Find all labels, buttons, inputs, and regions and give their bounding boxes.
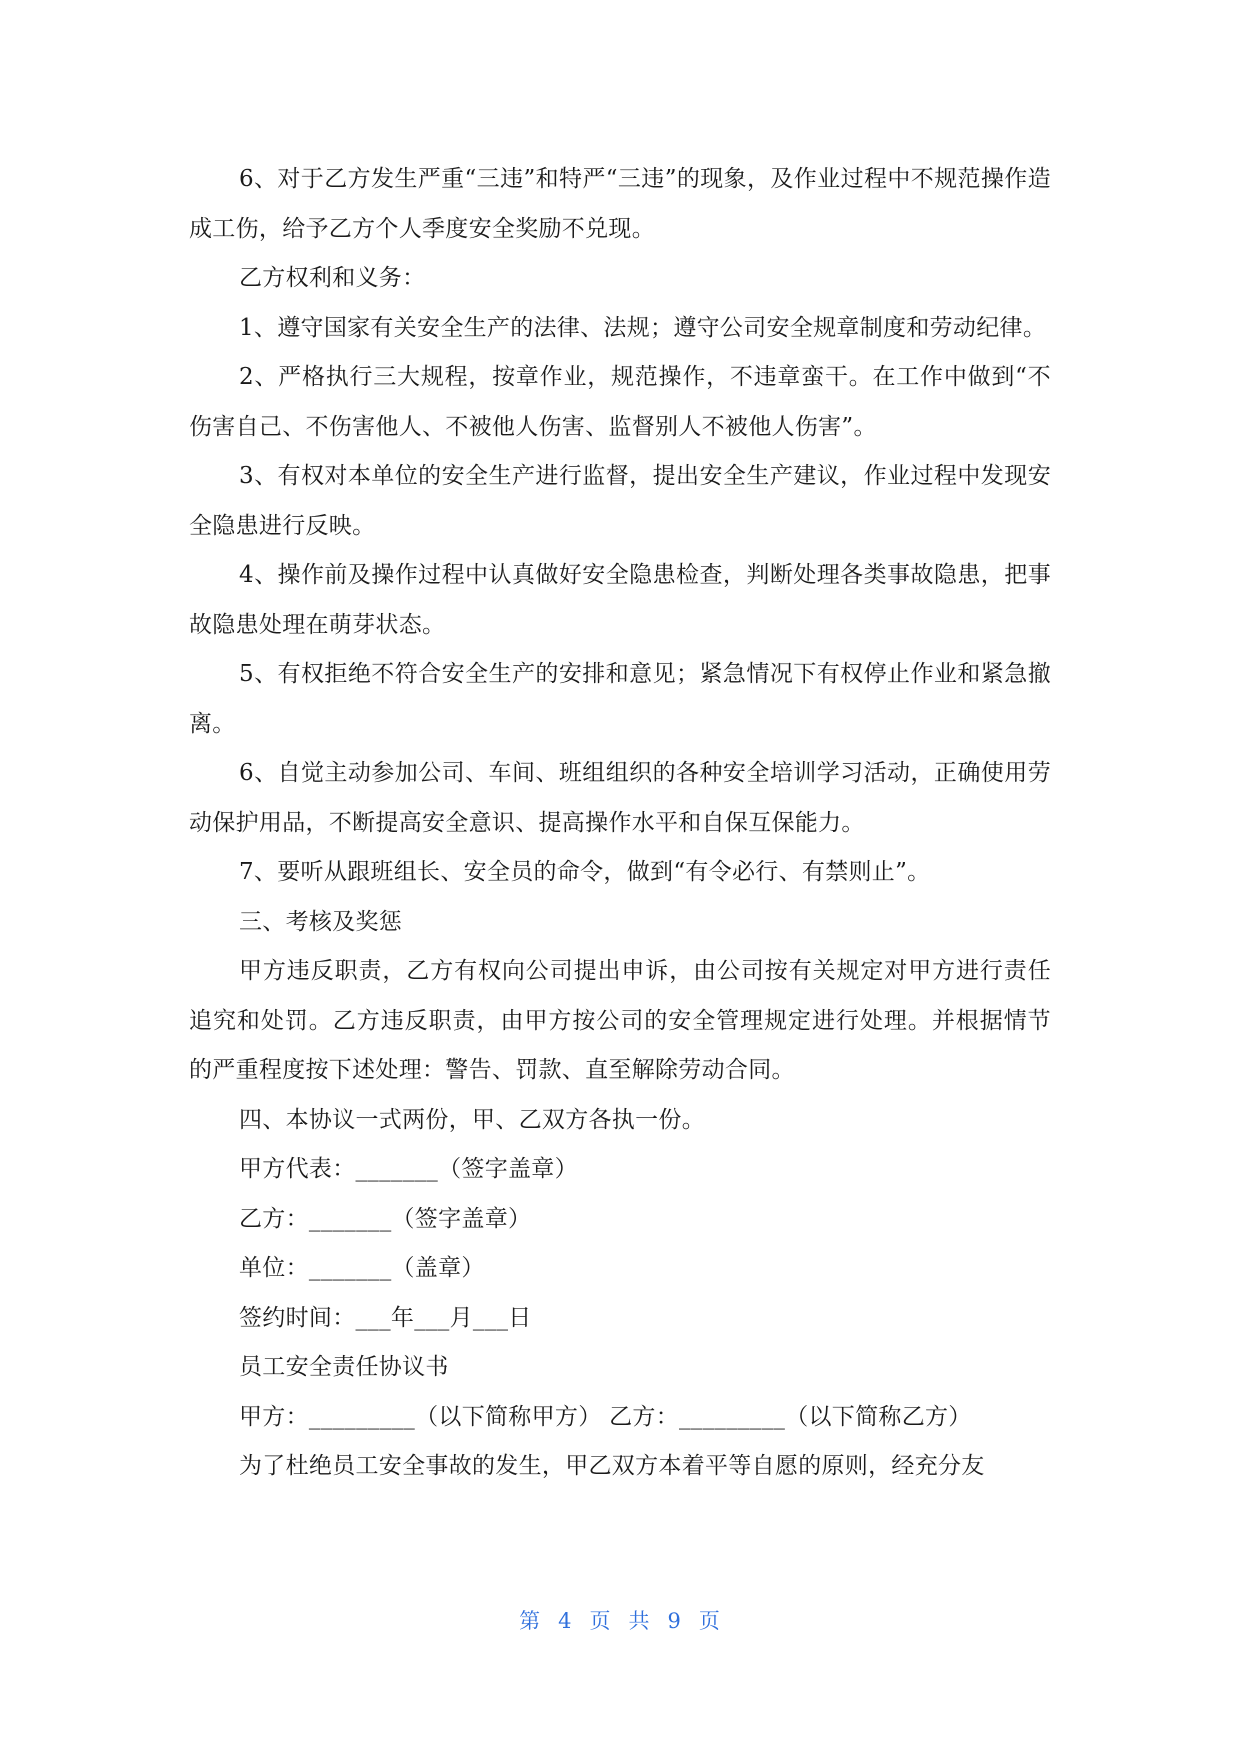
paragraph: 1、遵守国家有关安全生产的法律、法规；遵守公司安全规章制度和劳动纪律。 [239,314,1047,341]
footer-word: 第 [519,1609,543,1633]
section-heading: 三、考核及奖惩 [239,908,403,935]
signature-line-unit: 单位：_______（盖章） [239,1255,485,1281]
agreement-title: 员工安全责任协议书 [239,1354,449,1380]
section-heading: 乙方权利和义务： [239,265,426,291]
paragraph: 2、严格执行三大规程，按章作业，规范操作，不违章蛮干。在工作中做到“不伤害自己、不伤害他人、不被他人伤害、监督别人不被他人伤害”。 [189,364,1051,440]
footer-word: 共 [628,1609,652,1633]
page-footer [0,1605,1241,1635]
paragraph: 6、对于乙方发生严重“三违”和特严“三违”的现象，及作业过程中不规范操作造成工伤，给予乙方个人季度安全奖励不兑现。 [189,166,1051,242]
paragraph: 6、自觉主动参加公司、车间、班组组织的各种安全培训学习活动，正确使用劳动保护用品，不断提高安全意识、提高操作水平和自保互保能力。 [189,760,1051,836]
footer-word: 页 [589,1609,613,1633]
parties-line: 甲方：_________（以下简称甲方） 乙方：_________（以下简称乙方） [239,1403,972,1430]
signature-line-party-a: 甲方代表：_______（签字盖章） [239,1156,578,1182]
paragraph: 5、有权拒绝不符合安全生产的安排和意见；紧急情况下有权停止作业和紧急撤离。 [189,661,1051,737]
paragraph: 3、有权对本单位的安全生产进行监督，提出安全生产建议，作业过程中发现安全隐患进行反映。 [189,463,1051,539]
paragraph: 4、操作前及操作过程中认真做好安全隐患检查，判断处理各类事故隐患，把事故隐患处理在萌芽状态。 [189,562,1051,638]
document-body [189,155,1051,1492]
signature-line-party-b: 乙方：_______（签字盖章） [239,1205,532,1232]
signing-date-line: 签约时间：___年___月___日 [239,1304,532,1331]
paragraph: 为了杜绝员工安全事故的发生，甲乙双方本着平等自愿的原则，经充分友 [239,1453,985,1479]
footer-word: 页 [698,1609,722,1633]
paragraph: 7、要听从跟班组长、安全员的命令，做到“有令必行、有禁则止”。 [239,859,931,885]
total-page-number: 9 [667,1609,683,1633]
current-page-number: 4 [558,1609,574,1633]
paragraph: 甲方违反职责，乙方有权向公司提出申诉，由公司按有关规定对甲方进行责任追究和处罚。乙方违反职责，由甲方按公司的安全管理规定进行处理。并根据情节的严重程度按下述处理：警告、罚款、直至解除劳动合同。 [189,958,1051,1083]
paragraph: 四、本协议一式两份，甲、乙双方各执一份。 [239,1106,705,1133]
